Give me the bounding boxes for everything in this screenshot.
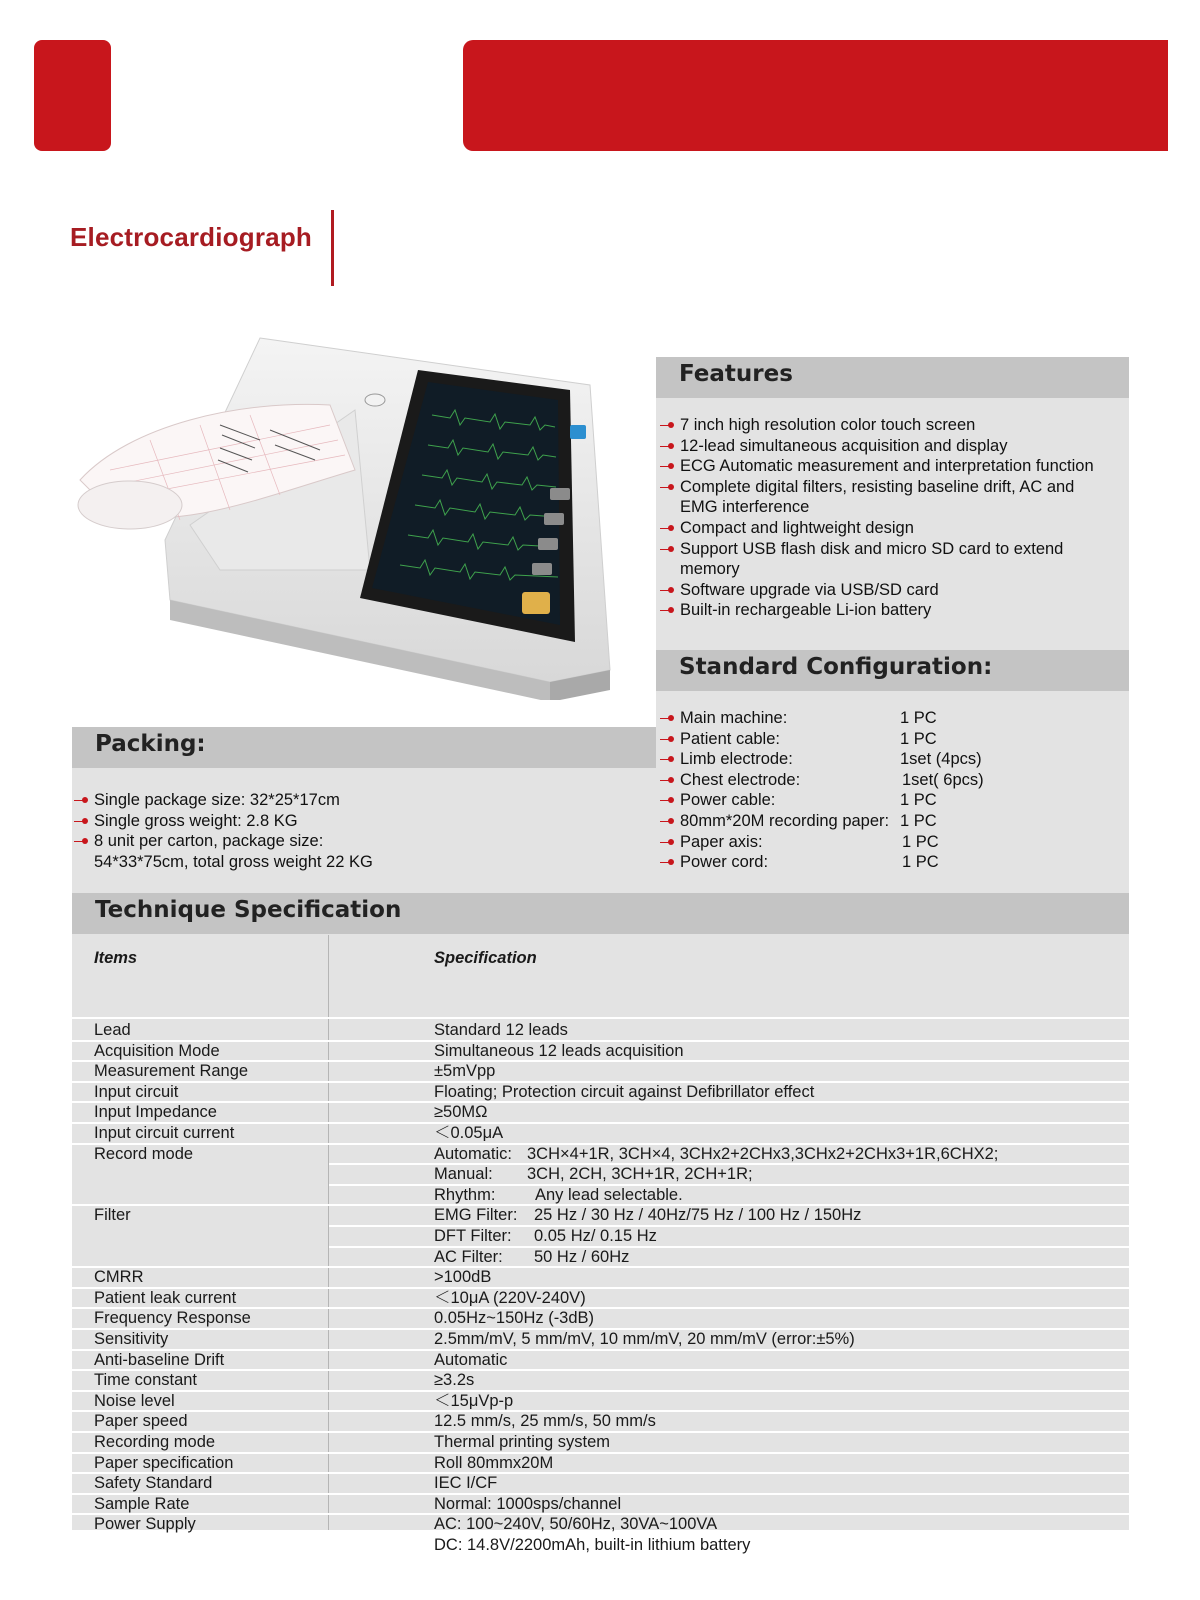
- spec-value: 2.5mm/mV, 5 mm/mV, 10 mm/mV, 20 mm/mV (error:±5%): [434, 1330, 855, 1348]
- spec-sub-label: Manual:: [434, 1165, 493, 1184]
- packing-heading: Packing:: [95, 731, 206, 757]
- spec-value: DC: 14.8V/2200mAh, built-in lithium battery: [434, 1536, 751, 1554]
- spec-value: ±5mVpp: [434, 1062, 496, 1081]
- spec-value: Standard 12 leads: [434, 1021, 568, 1039]
- config-qty: 1set( 6pcs): [902, 770, 984, 789]
- spec-row: [72, 1535, 1129, 1556]
- spec-item: Frequency Response: [94, 1309, 251, 1328]
- spec-row: [72, 1391, 1129, 1412]
- feature-item: Built-in rechargeable Li-ion battery: [656, 600, 1094, 621]
- spec-row: [72, 1041, 1129, 1062]
- config-item: [656, 729, 1126, 750]
- spec-item: Recording mode: [94, 1433, 216, 1451]
- spec-value: Simultaneous 12 leads acquisition: [434, 1041, 684, 1060]
- spec-row: [72, 1020, 1129, 1041]
- spec-row: [72, 1123, 1129, 1144]
- features-list: [656, 415, 1094, 621]
- spec-item: Patient leak current: [94, 1288, 237, 1307]
- configuration-heading: Standard Configuration:: [679, 654, 993, 680]
- spec-item: Noise level: [94, 1391, 175, 1410]
- spec-row: [72, 1370, 1129, 1391]
- technique-heading: Technique Specification: [95, 897, 402, 923]
- col-header-items: Items: [94, 949, 138, 967]
- config-name: Chest electrode:: [680, 770, 801, 789]
- config-qty: 1 PC: [900, 791, 937, 810]
- packing-item-continuation: 54*33*75cm, total gross weight 22 KG: [94, 852, 373, 871]
- spec-row: [72, 1473, 1129, 1494]
- spec-item: Input circuit: [94, 1082, 179, 1101]
- header-red-banner-right: [463, 40, 1168, 151]
- spec-value: ＜10μA (220V-240V): [434, 1288, 586, 1307]
- feature-item-continuation: memory: [680, 560, 740, 579]
- spec-value: 0.05Hz~150Hz (-3dB): [434, 1309, 595, 1328]
- config-name: Patient cable:: [680, 729, 780, 748]
- spec-row: [72, 1411, 1129, 1432]
- spec-value: Roll 80mmx20M: [434, 1453, 554, 1472]
- spec-row: [72, 1453, 1129, 1474]
- col-header-specification: Specification: [434, 949, 537, 967]
- header-red-block-left: [34, 40, 111, 151]
- feature-item-continuation: EMG interference: [680, 498, 810, 517]
- spec-item: Record mode: [94, 1144, 194, 1163]
- config-name: Power cable:: [680, 791, 776, 810]
- spec-row: [72, 1061, 1129, 1082]
- spec-sub-value: Any lead selectable.: [535, 1185, 683, 1204]
- config-item: [656, 749, 1126, 770]
- config-item: [656, 852, 1126, 873]
- config-qty: 1 PC: [902, 853, 939, 872]
- spec-item: Measurement Range: [94, 1062, 249, 1081]
- spec-row: [72, 1514, 1129, 1535]
- spec-item: Anti-baseline Drift: [94, 1350, 225, 1369]
- spec-item: Input circuit current: [94, 1124, 235, 1142]
- features-heading: Features: [679, 361, 793, 387]
- spec-row: [72, 1267, 1129, 1288]
- config-item: [656, 770, 1126, 791]
- packing-item: 8 unit per carton, package size:: [70, 831, 373, 852]
- config-name: Paper axis:: [680, 832, 763, 851]
- spec-value: ＜0.05μA: [434, 1124, 504, 1142]
- spec-value: Automatic: [434, 1350, 508, 1369]
- spec-value: Thermal printing system: [434, 1433, 611, 1451]
- spec-item: Lead: [94, 1021, 131, 1039]
- spec-value: 12.5 mm/s, 25 mm/s, 50 mm/s: [434, 1412, 656, 1431]
- spec-item: Sensitivity: [94, 1330, 169, 1348]
- config-qty: 1 PC: [900, 729, 937, 748]
- spec-value: >100dB: [434, 1268, 492, 1287]
- spec-row: [72, 1247, 1129, 1268]
- spec-value: Floating; Protection circuit against Defibrillator effect: [434, 1082, 815, 1101]
- feature-item: Complete digital filters, resisting baseline drift, AC and: [656, 477, 1094, 498]
- config-name: Main machine:: [680, 709, 788, 727]
- title-divider: [331, 210, 334, 286]
- spec-sub-value: 50 Hz / 60Hz: [534, 1247, 630, 1266]
- packing-item: Single package size: 32*25*17cm: [70, 790, 373, 811]
- spec-row: [72, 1164, 1129, 1185]
- spec-item: CMRR: [94, 1268, 144, 1287]
- spec-row: [72, 1144, 1129, 1165]
- spec-sub-label: DFT Filter:: [434, 1227, 512, 1245]
- feature-item: 7 inch high resolution color touch screen: [656, 415, 1094, 436]
- spec-row: [72, 1308, 1129, 1329]
- spec-row: [72, 1350, 1129, 1371]
- spec-sub-label: EMG Filter:: [434, 1206, 518, 1225]
- feature-item: Support USB flash disk and micro SD card to extend: [656, 539, 1094, 560]
- header-separator: [72, 1017, 1129, 1019]
- spec-row: [72, 1102, 1129, 1123]
- config-qty: 1set (4pcs): [900, 750, 982, 769]
- feature-item: 12-lead simultaneous acquisition and display: [656, 436, 1094, 457]
- spec-value: ≥3.2s: [434, 1371, 475, 1390]
- spec-item: Sample Rate: [94, 1494, 190, 1513]
- config-qty: 1 PC: [900, 811, 937, 830]
- spec-sub-label: Rhythm:: [434, 1185, 496, 1204]
- spec-sub-value: 0.05 Hz/ 0.15 Hz: [534, 1227, 657, 1245]
- spec-item: Paper speed: [94, 1412, 188, 1431]
- spec-item: Safety Standard: [94, 1474, 213, 1493]
- spec-item: Time constant: [94, 1371, 198, 1390]
- config-name: Power cord:: [680, 853, 769, 872]
- config-item: [656, 832, 1126, 853]
- spec-value: ＜15μVp-p: [434, 1391, 514, 1410]
- spec-item: Paper specification: [94, 1453, 234, 1472]
- spec-row: [72, 1226, 1129, 1247]
- feature-item: ECG Automatic measurement and interpretation function: [656, 456, 1094, 477]
- ecg-device-illustration: [70, 330, 630, 700]
- config-name: 80mm*20M recording paper:: [680, 811, 890, 830]
- spec-value: IEC I/CF: [434, 1474, 498, 1493]
- spec-sub-label: AC Filter:: [434, 1247, 503, 1266]
- config-qty: 1 PC: [900, 709, 937, 727]
- config-name: Limb electrode:: [680, 750, 793, 769]
- spec-item: Filter: [94, 1206, 131, 1225]
- device-photo: [70, 330, 630, 700]
- spec-row: [72, 1205, 1129, 1226]
- spec-value: Normal: 1000sps/channel: [434, 1494, 622, 1513]
- spec-row: [72, 1329, 1129, 1350]
- spec-row: [72, 1082, 1129, 1103]
- feature-item: Compact and lightweight design: [656, 518, 1094, 539]
- spec-value: AC: 100~240V, 50/60Hz, 30VA~100VA: [434, 1515, 718, 1534]
- spec-sub-value: 3CH×4+1R, 3CH×4, 3CHx2+2CHx3,3CHx2+2CHx3+1R,6CHX2;: [527, 1144, 999, 1163]
- config-item: [656, 790, 1126, 811]
- config-qty: 1 PC: [902, 832, 939, 851]
- spec-sub-value: 25 Hz / 30 Hz / 40Hz/75 Hz / 100 Hz / 150Hz: [534, 1206, 862, 1225]
- packing-item: Single gross weight: 2.8 KG: [70, 811, 373, 832]
- spec-row: [72, 1185, 1129, 1206]
- spec-item: Acquisition Mode: [94, 1041, 220, 1060]
- spec-item: Input Impedance: [94, 1103, 217, 1122]
- spec-row: [72, 1432, 1129, 1453]
- spec-row: [72, 1494, 1129, 1515]
- configuration-list: [656, 708, 1126, 873]
- spec-item: Power Supply: [94, 1515, 196, 1534]
- packing-list: [70, 790, 373, 872]
- spec-table: [72, 935, 1129, 1554]
- spec-row: [72, 1288, 1129, 1309]
- page-title: Electrocardiograph: [70, 222, 312, 252]
- spec-value: ≥50MΩ: [434, 1103, 488, 1122]
- config-item: [656, 811, 1126, 832]
- config-item: [656, 708, 1126, 729]
- feature-item: Software upgrade via USB/SD card: [656, 580, 1094, 601]
- spec-sub-value: 3CH, 2CH, 3CH+1R, 2CH+1R;: [527, 1165, 753, 1184]
- spec-sub-label: Automatic:: [434, 1144, 512, 1163]
